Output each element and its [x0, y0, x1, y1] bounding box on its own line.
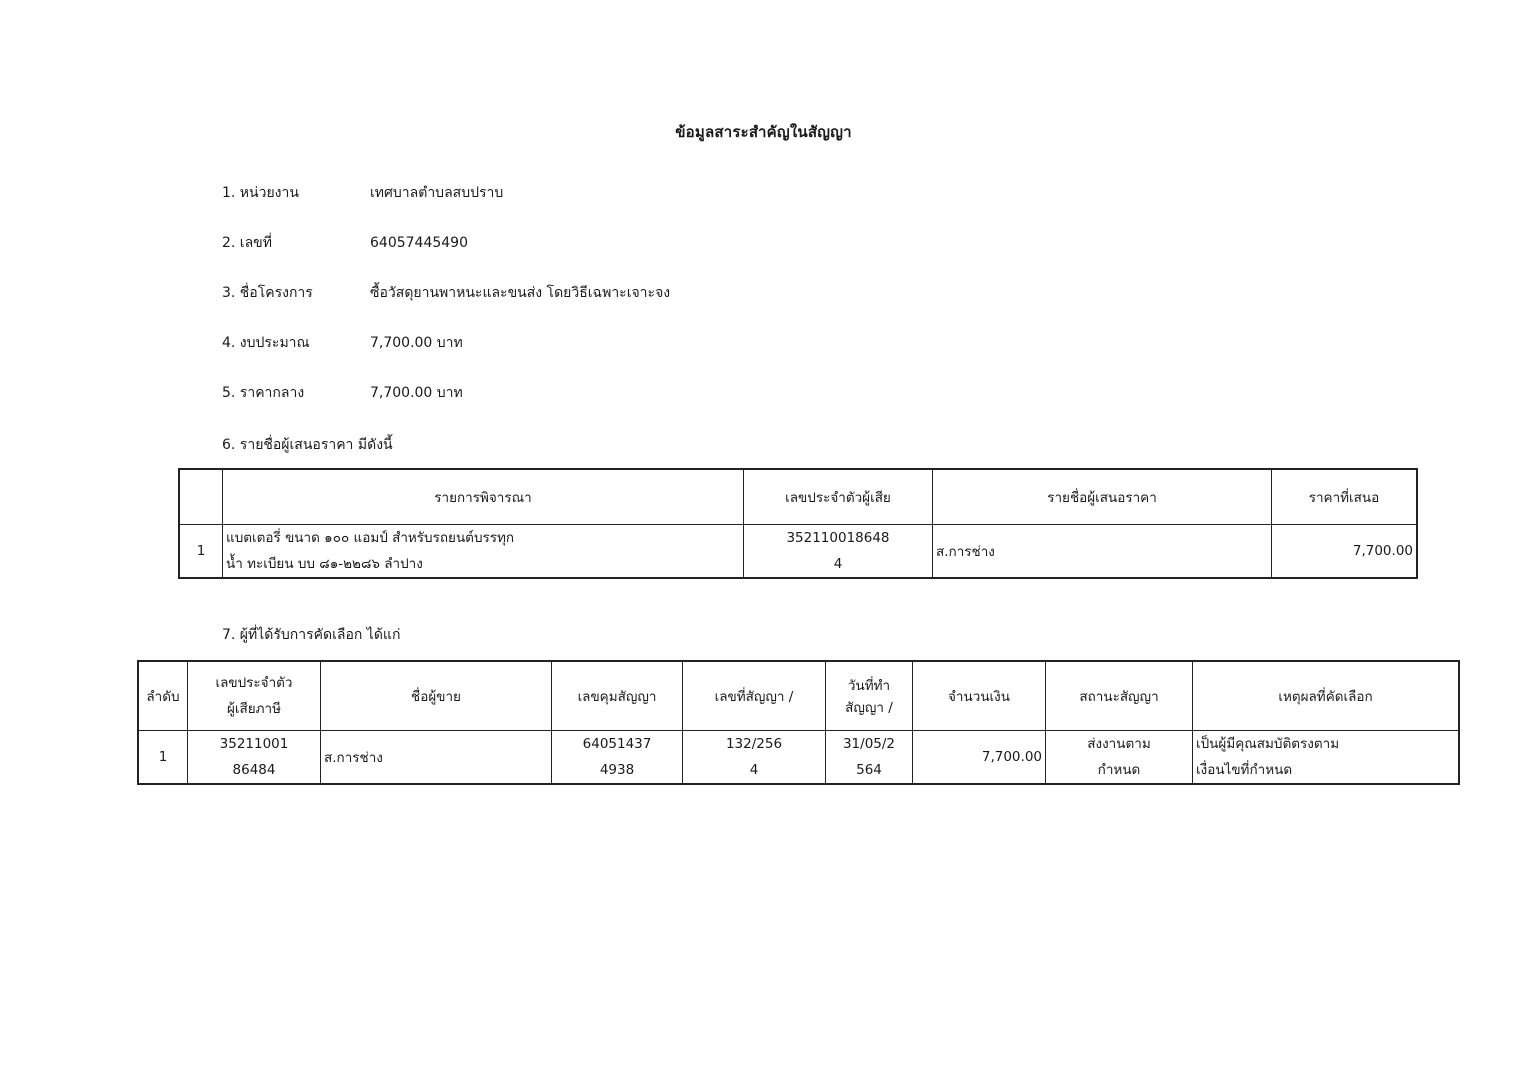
field-number-label: 2. เลขที่ [222, 235, 272, 251]
selected-cell-taxid-line2: 86484 [232, 762, 276, 778]
field-number-value: 64057445490 [370, 235, 468, 251]
selected-header-amount: จำนวนเงิน [913, 661, 1046, 731]
selected-cell-contract-no [683, 731, 826, 785]
field-median-price [222, 382, 463, 404]
bidders-cell-item-line1: แบตเตอรี่ ขนาด ๑๐๐ แอมป์ สำหรับรถยนต์บรรทุก [226, 530, 515, 546]
selected-header-taxid-line1: เลขประจำตัว [215, 675, 293, 691]
selected-cell-reason-line2: เงื่อนไขที่กำหนด [1196, 762, 1293, 778]
selected-cell-amount: 7,700.00 [913, 731, 1046, 785]
selected-cell-status-line2: กำหนด [1097, 762, 1141, 778]
selected-header-status: สถานะสัญญา [1046, 661, 1193, 731]
selected-header-taxid [188, 661, 321, 731]
selected-table [137, 660, 1460, 785]
bidders-table [178, 468, 1418, 579]
selected-header-taxid-line2: ผู้เสียภาษี [226, 701, 282, 717]
selected-cell-control-line2: 4938 [599, 762, 635, 778]
bidders-header-no [179, 469, 223, 525]
bidders-header-row [179, 469, 1417, 525]
field-budget [222, 332, 463, 354]
table-row [179, 525, 1417, 579]
document-title: ข้อมูลสาระสำคัญในสัญญา [675, 123, 852, 141]
selected-cell-status-line1: ส่งงานตาม [1087, 736, 1151, 752]
field-agency-value: เทศบาลตำบลสบปราบ [370, 185, 504, 201]
selected-cell-contract-date [826, 731, 913, 785]
selected-cell-status [1046, 731, 1193, 785]
field-project-label: 3. ชื่อโครงการ [222, 285, 313, 301]
selected-cell-control-line1: 64051437 [582, 736, 652, 752]
field-project-value: ซื้อวัสดุยานพาหนะและขนส่ง โดยวิธีเฉพาะเจาะจง [370, 285, 671, 301]
selected-cell-taxid [188, 731, 321, 785]
selected-cell-date-line2: 564 [856, 762, 882, 778]
selected-cell-control-no [552, 731, 683, 785]
bidders-header-name: รายชื่อผู้เสนอราคา [933, 469, 1272, 525]
bidders-cell-taxid [744, 525, 933, 579]
field-agency-label: 1. หน่วยงาน [222, 185, 299, 201]
bidders-cell-name: ส.การช่าง [933, 525, 1272, 579]
section-bidders-title: 6. รายชื่อผู้เสนอราคา มีดังนี้ [222, 437, 393, 453]
field-agency [222, 182, 503, 204]
selected-header-reason: เหตุผลที่คัดเลือก [1193, 661, 1460, 731]
selected-cell-date-line1: 31/05/2 [842, 736, 896, 752]
section-selected-title: 7. ผู้ที่ได้รับการคัดเลือก ได้แก่ [222, 627, 401, 643]
field-budget-value: 7,700.00 บาท [370, 335, 463, 351]
bidders-header-price: ราคาที่เสนอ [1272, 469, 1418, 525]
selected-header-contract-no: เลขที่สัญญา / [683, 661, 826, 731]
bidders-cell-price: 7,700.00 [1272, 525, 1418, 579]
bidders-cell-item [223, 525, 744, 579]
selected-header-row [138, 661, 1459, 731]
selected-header-no: ลำดับ [138, 661, 188, 731]
selected-cell-contract-line1: 132/256 [725, 736, 783, 752]
field-budget-label: 4. งบประมาณ [222, 335, 310, 351]
bidders-cell-no: 1 [179, 525, 223, 579]
selected-cell-reason-line1: เป็นผู้มีคุณสมบัติตรงตาม [1196, 736, 1340, 752]
selected-header-contract-date: วันที่ทำสัญญา / [826, 661, 913, 731]
bidders-header-item: รายการพิจารณา [223, 469, 744, 525]
selected-cell-no: 1 [138, 731, 188, 785]
selected-cell-seller: ส.การช่าง [321, 731, 552, 785]
selected-cell-contract-line2: 4 [749, 762, 759, 778]
selected-header-control-no: เลขคุมสัญญา [552, 661, 683, 731]
selected-cell-reason [1193, 731, 1460, 785]
table-row [138, 731, 1459, 785]
field-median-price-label: 5. ราคากลาง [222, 385, 305, 401]
selected-header-seller: ชื่อผู้ขาย [321, 661, 552, 731]
bidders-cell-item-line2: น้ำ ทะเบียน บบ ๘๑-๒๒๘๖ ลำปาง [226, 556, 423, 572]
bidders-header-taxid: เลขประจำตัวผู้เสีย [744, 469, 933, 525]
selected-cell-taxid-line1: 35211001 [219, 736, 289, 752]
field-project [222, 282, 670, 304]
bidders-cell-taxid-line2: 4 [833, 556, 843, 572]
field-number [222, 232, 468, 254]
field-median-price-value: 7,700.00 บาท [370, 385, 463, 401]
bidders-cell-taxid-line1: 352110018648 [786, 530, 890, 546]
